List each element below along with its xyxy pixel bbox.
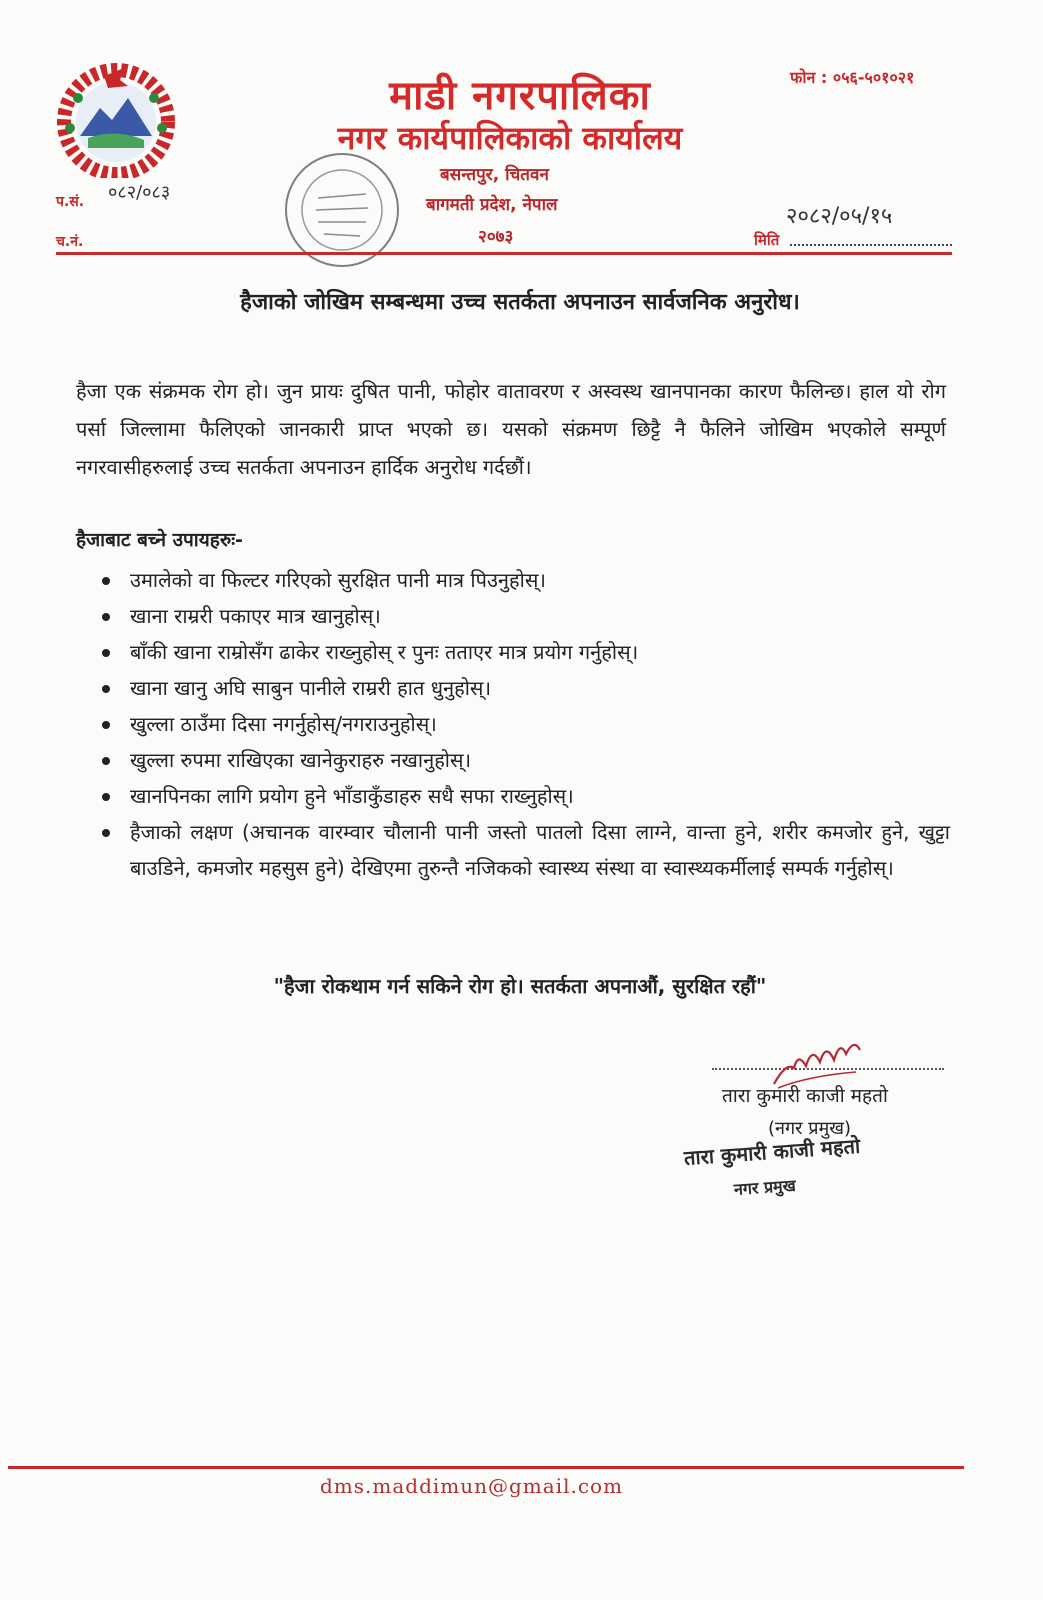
ref-ps-label: प.सं.	[56, 194, 85, 210]
signatory-name: तारा कुमारी काजी महतो	[722, 1085, 888, 1107]
name-stamp: तारा कुमारी काजी महतो	[683, 1133, 861, 1170]
address-line: २०७३	[478, 227, 514, 247]
address-line: बागमती प्रदेश, नेपाल	[426, 195, 558, 215]
list-item: खाना खानु अघि साबुन पानीले राम्ररी हात धुनुहोस्।	[100, 670, 950, 706]
bullet-icon	[102, 613, 110, 621]
list-item: खुल्ला रुपमा राखिएका खानेकुराहरु नखानुहोस्।	[100, 742, 950, 778]
date-value: २०८२/०५/१५	[786, 204, 893, 229]
measures-title: हैजाबाट बच्ने उपायहरुः-	[76, 529, 243, 551]
bullet-icon	[102, 829, 110, 837]
list-item: खाना राम्ररी पकाएर मात्र खानुहोस्।	[100, 598, 950, 634]
signatory-title: (नगर प्रमुख)	[768, 1118, 851, 1139]
address-line: बसन्तपुर, चितवन	[440, 165, 549, 185]
office-subtitle: नगर कार्यपालिकाको कार्यालय	[337, 119, 683, 157]
title-stamp: नगर प्रमुख	[733, 1175, 797, 1199]
bullet-icon	[102, 793, 110, 801]
ref-cn-label: च.नं.	[56, 234, 84, 250]
bullet-icon	[102, 721, 110, 729]
phone-number: फोन : ०५६-५०१०२१	[790, 68, 915, 87]
list-item: उमालेको वा फिल्टर गरिएको सुरक्षित पानी मात्र पिउनुहोस्।	[100, 562, 950, 598]
bullet-icon	[102, 577, 110, 585]
office-seal-stamp-icon	[262, 140, 422, 280]
contact-email: dms.maddimun@gmail.com	[320, 1474, 624, 1498]
list-item: खुल्ला ठाउँमा दिसा नगर्नुहोस्/नगराउनुहोस्।	[100, 706, 950, 742]
preventive-measures-list	[100, 562, 950, 886]
awareness-slogan: "हैजा रोकथाम गर्न सकिने रोग हो। सतर्कता अपनाऔं, सुरक्षित रहौं"	[273, 974, 767, 998]
date-label: मिति	[754, 231, 780, 249]
bullet-icon	[102, 685, 110, 693]
bullet-icon	[102, 649, 110, 657]
list-item: हैजाको लक्षण (अचानक वारम्वार चौलानी पानी जस्तो पातलो दिसा लाग्ने, वान्ता हुने, शरीर कमजोर हुने, खुट्टा बाउडिने, कमजोर महसुस हुने) देखिएमा तुरुन्तै नजिकको स्वास्थ्य संस्था वा स्वास्थ्यकर्मीलाई सम्पर्क गर्नुहोस्।	[100, 814, 950, 886]
nepal-emblem-icon	[48, 58, 184, 178]
header-divider	[56, 252, 952, 255]
list-item: बाँकी खाना राम्रोसँग ढाकेर राख्नुहोस् र पुनः तताएर मात्र प्रयोग गर्नुहोस्।	[100, 634, 950, 670]
list-item: खानपिनका लागि प्रयोग हुने भाँडाकुँडाहरु सधै सफा राख्नुहोस्।	[100, 778, 950, 814]
bullet-icon	[102, 757, 110, 765]
intro-paragraph: हैजा एक संक्रमक रोग हो। जुन प्रायः दुषित पानी, फोहोर वातावरण र अस्वस्थ खानपानका कारण फैलिन्छ। हाल यो रोग पर्सा जिल्लामा फैलिएको जानकारी प्राप्त भएको छ। यसको संक्रमण छिट्टै नै फैलिने जोखिम भएकोले सम्पूर्ण नगरवासीहरुलाई उच्च सतर्कता अपनाउन हार्दिक अनुरोध गर्दछौं।	[76, 379, 946, 479]
date-dotted-line	[790, 244, 952, 246]
ref-ps-value: ०८२/०८३	[108, 182, 171, 203]
footer-divider	[8, 1466, 964, 1469]
notice-subject: हैजाको जोखिम सम्बन्धमा उच्च सतर्कता अपनाउन सार्वजनिक अनुरोध।	[240, 290, 800, 315]
office-name: माडी नगरपालिका	[389, 73, 651, 119]
